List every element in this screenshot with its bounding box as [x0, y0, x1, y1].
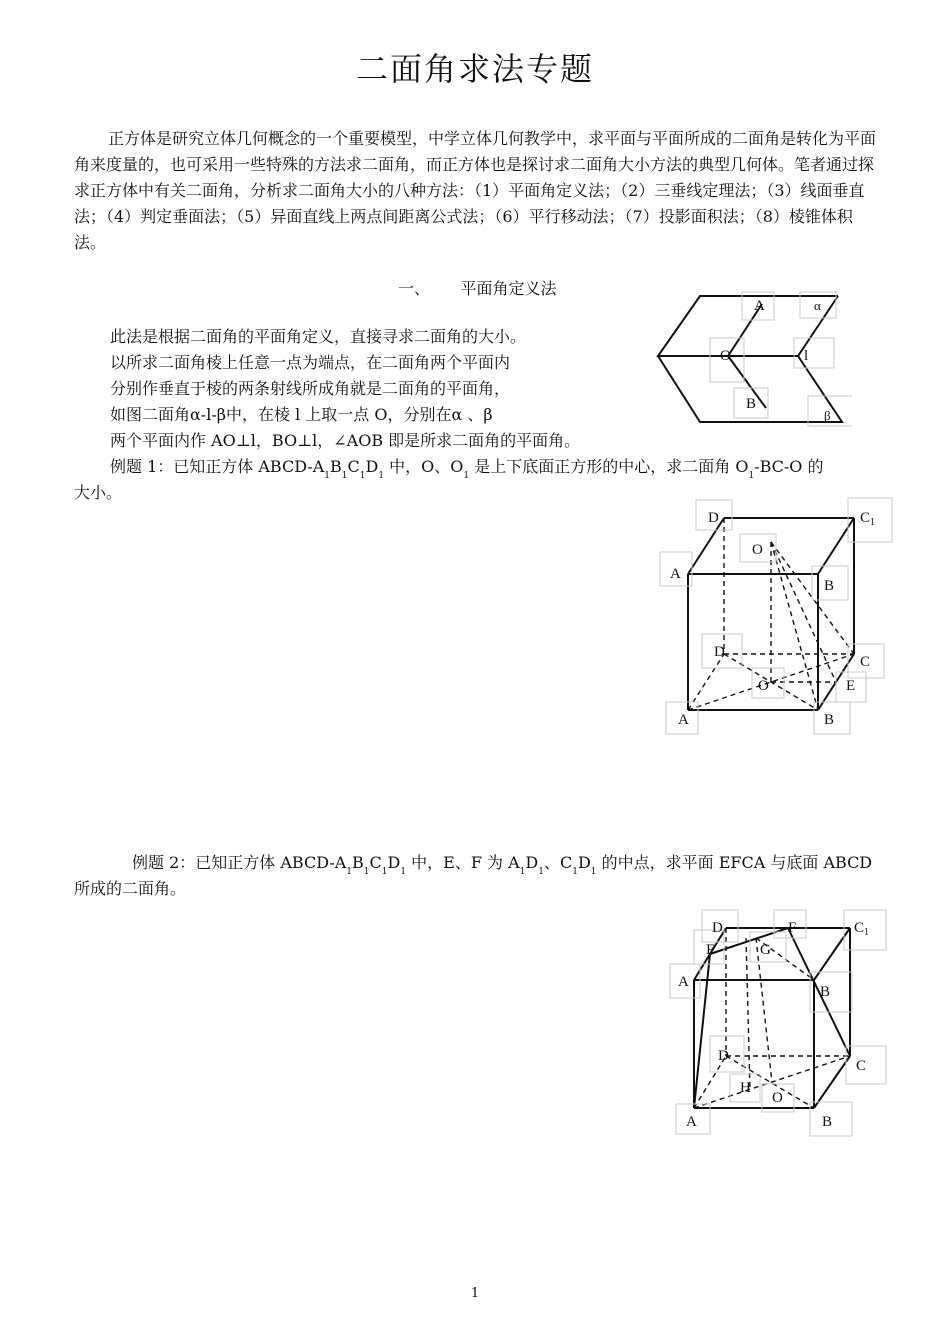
- svg-text:G: G: [760, 942, 771, 958]
- example-2-line-2: 所成的二面角。: [74, 879, 187, 898]
- svg-text:E: E: [706, 942, 716, 958]
- section-title: 平面角定义法: [460, 279, 557, 298]
- dihedral-angle-figure: [652, 290, 852, 430]
- svg-text:O: O: [752, 542, 763, 558]
- section-line-2: 以所求二面角棱上任意一点为端点，在二面角两个平面内: [110, 353, 511, 372]
- svg-text:A: A: [678, 974, 689, 990]
- section-line-4: 如图二面角α-l-β中，在棱 l 上取一点 O，分别在α 、β: [110, 405, 493, 424]
- svg-text:C1: $C_1$: [854, 920, 870, 938]
- label-l: l: [804, 348, 809, 364]
- section-line-1: 此法是根据二面角的平面角定义，直接寻求二面角的大小。: [110, 327, 527, 346]
- svg-text:C: C: [860, 654, 871, 670]
- label-alpha: α: [814, 298, 821, 313]
- example-1-line-2: 大小。: [74, 483, 123, 502]
- page-number: 1: [470, 1286, 480, 1301]
- example-2-line-1: 例题 2：已知正方体 ABCD-$A_1B_1C_1D_1$ 中，E、F 为 $A_1D_1$、$C_1D_1$ 的中点，求平面 EFCA 与底面 ABCD: [132, 853, 873, 877]
- cube-figure-example-2: [664, 908, 894, 1140]
- svg-text:D: D: [712, 920, 723, 936]
- label-b: B: [746, 396, 757, 412]
- section-line-3: 分别作垂直于棱的两条射线所成角就是二面角的平面角，: [110, 379, 511, 398]
- intro-paragraph: 正方体是研究立体几何概念的一个重要模型，中学立体几何教学中，求平面与平面所成的二面角是转化为平面角来度量的，也可采用一些特殊的方法求二面角，而正方体也是探讨求二面角大小方法的典型几何体。笔者通过探求正方体中有关二面角，分析求二面角大小的八种方法：（1）平面角定义法；（2）三垂线定理法；（3）线面垂直法；（4）判定垂面法；（5）异面直线上两点间距离公式法；（6）平行移动法；（7）投影面积法；（8）棱锥体积法。: [74, 129, 877, 252]
- svg-text:B: B: [824, 578, 835, 594]
- svg-text:B: B: [824, 712, 835, 728]
- svg-text:C: C: [856, 1058, 867, 1074]
- section-line-5: 两个平面内作 AO⊥l，BO⊥l，∠AOB 即是所求二面角的平面角。: [110, 431, 581, 450]
- label-beta: β: [824, 408, 831, 423]
- svg-text:A: A: [686, 1114, 697, 1130]
- svg-text:D: D: [718, 1048, 729, 1064]
- svg-text:F: F: [788, 920, 797, 936]
- svg-text:D: D: [708, 510, 719, 526]
- svg-text:A: A: [678, 712, 689, 728]
- svg-text:O: O: [758, 678, 769, 694]
- svg-text:B: B: [822, 1114, 833, 1130]
- plane-beta-outline: [658, 356, 842, 422]
- example-1-line-1: 例题 1：已知正方体 ABCD-$A_1B_1C_1D_1$ 中，O、$O_1$ 是上下底面正方形的中心，求二面角 $O_1-BC-O$ 的: [110, 457, 824, 481]
- label-a: A: [754, 298, 765, 314]
- svg-text:H: H: [740, 1080, 751, 1096]
- svg-text:D: D: [714, 644, 725, 660]
- section-heading: [398, 276, 557, 299]
- page-title: 二面角求法专题: [355, 50, 594, 88]
- section-number: 一、: [398, 279, 431, 298]
- svg-text:B: B: [820, 984, 831, 1000]
- svg-text:A: A: [670, 566, 681, 582]
- cube-figure-example-1: [652, 496, 902, 738]
- svg-text:C1: $C_1$: [860, 510, 876, 528]
- svg-text:E: E: [846, 678, 856, 694]
- svg-text:O: O: [772, 1090, 783, 1106]
- label-o: O: [720, 348, 731, 364]
